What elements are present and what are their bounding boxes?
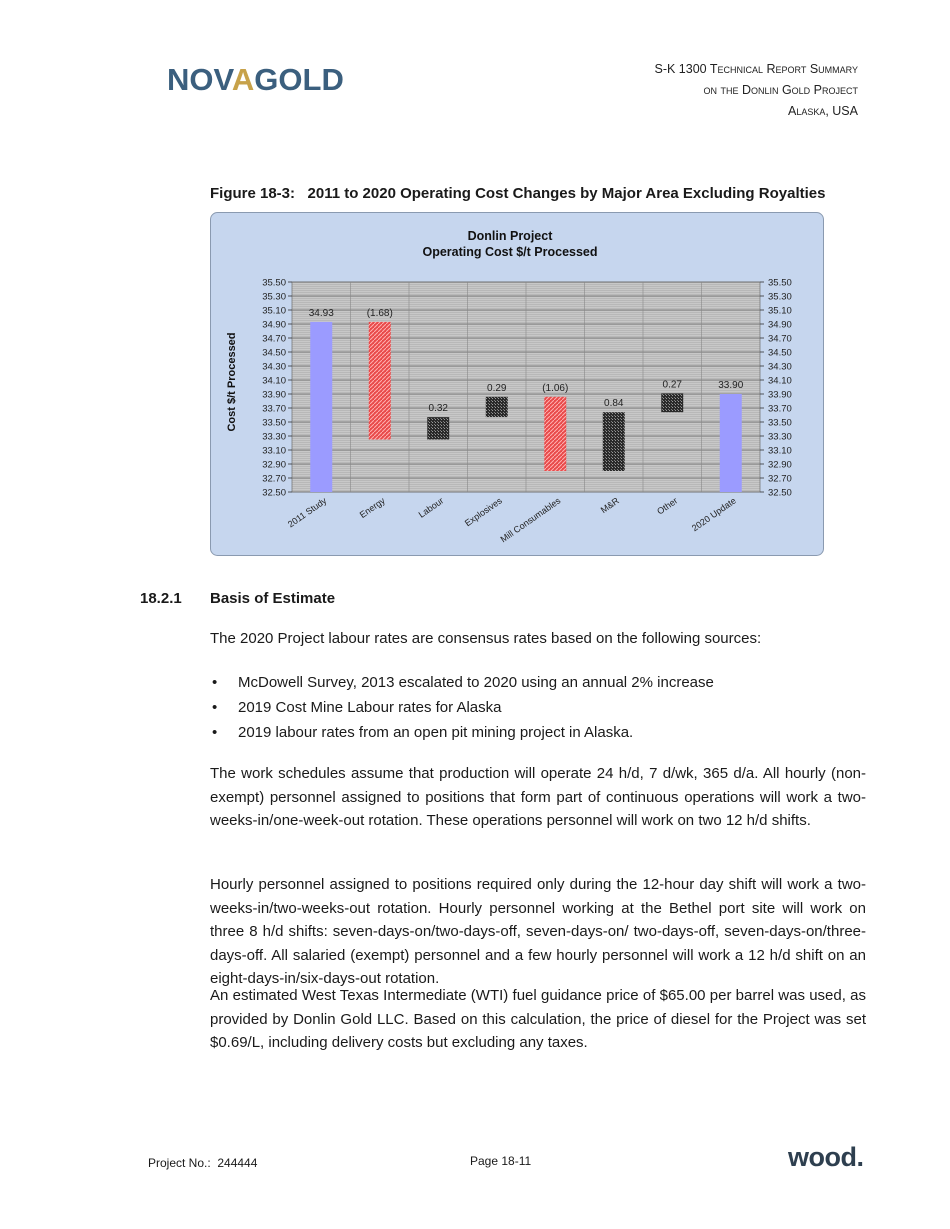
bar-total bbox=[310, 322, 332, 492]
y-tick-label-left: 35.30 bbox=[262, 291, 286, 303]
y-tick-label-right: 35.50 bbox=[768, 277, 792, 289]
y-tick-label-right: 32.50 bbox=[768, 487, 792, 499]
chart-title: Donlin Project bbox=[467, 229, 553, 243]
paragraph-hourly-personnel: Hourly personnel assigned to positions required only during the 12-hour day shift will work a two-weeks-in/two-weeks-out rotation. Hourly personnel working at the Bethel port site will work on three 8 h/d shifts: seven-days-on/two-days-off, seven-days-on/ two-days-off, seven-days-on/three-days-off. All salaried (exempt) personnel and a few hourly personnel will work a 12 h/d shift on an eight-days-in/six-days-out rotation. bbox=[210, 876, 866, 987]
y-tick-label-left: 32.90 bbox=[262, 459, 286, 471]
y-tick-label-right: 33.30 bbox=[768, 431, 792, 443]
y-tick-label-right: 34.30 bbox=[768, 361, 792, 373]
bar-value-label: (1.06) bbox=[542, 382, 569, 394]
paragraph-fuel-price: An estimated West Texas Intermediate (WTI) fuel guidance price of $65.00 per barrel was used, as provided by Donlin Gold LLC. Based on this calculation, the price of diesel for the Project was set $0.69/L, including delivery costs but excluding any taxes. bbox=[210, 987, 866, 1051]
x-category-label: 2011 Study bbox=[285, 495, 329, 530]
operating-cost-chart bbox=[210, 212, 824, 556]
y-tick-label-right: 32.70 bbox=[768, 473, 792, 485]
y-tick-label-right: 34.70 bbox=[768, 333, 792, 345]
y-tick-label-right: 33.10 bbox=[768, 445, 792, 457]
x-category-label: M&R bbox=[598, 495, 621, 516]
y-tick-label-left: 32.50 bbox=[262, 487, 286, 499]
y-tick-label-left: 35.50 bbox=[262, 277, 286, 289]
y-tick-label-right: 34.10 bbox=[768, 375, 792, 387]
report-title bbox=[655, 59, 859, 122]
x-category-label: Labour bbox=[416, 495, 446, 520]
list-item: • 2019 Cost Mine Labour rates for Alaska bbox=[210, 695, 866, 720]
y-tick-label-left: 34.90 bbox=[262, 319, 286, 331]
report-title-line2: on the Donlin Gold Project bbox=[703, 83, 858, 97]
bar-value-label: 0.27 bbox=[662, 379, 682, 391]
paragraph-work-schedules: The work schedules assume that production will operate 24 h/d, 7 d/wk, 365 d/a. All hourly (non-exempt) personnel assigned to positions that form part of continuous operations will work a two-weeks-in/one-week-out rotation. These operations personnel will work on two 12 h/d shifts. bbox=[210, 765, 866, 829]
x-category-label: Other bbox=[655, 495, 680, 517]
y-tick-label-right: 35.10 bbox=[768, 305, 792, 317]
list-item: • 2019 labour rates from an open pit mining project in Alaska. bbox=[210, 720, 866, 745]
bar-value-label: 0.29 bbox=[487, 382, 507, 394]
novagold-logo: NOVAGOLD bbox=[167, 62, 344, 97]
bar-value-label: (1.68) bbox=[366, 307, 393, 319]
wood-logo: wood. bbox=[788, 1142, 864, 1172]
section-title: Basis of Estimate bbox=[210, 590, 336, 607]
y-tick-label-right: 33.70 bbox=[768, 403, 792, 415]
y-tick-label-right: 34.50 bbox=[768, 347, 792, 359]
sources-list bbox=[210, 670, 866, 745]
y-tick-label-left: 33.50 bbox=[262, 417, 286, 429]
y-tick-label-right: 35.30 bbox=[768, 291, 792, 303]
y-tick-label-left: 35.10 bbox=[262, 305, 286, 317]
y-tick-label-right: 32.90 bbox=[768, 459, 792, 471]
x-category-label: Explosives bbox=[462, 495, 504, 529]
bar-value-label: 0.84 bbox=[604, 398, 624, 410]
bar-increase bbox=[603, 412, 625, 471]
bar-total bbox=[720, 394, 742, 492]
y-tick-label-left: 34.50 bbox=[262, 347, 286, 359]
y-tick-label-left: 34.10 bbox=[262, 375, 286, 387]
chart-subtitle: Operating Cost $/t Processed bbox=[422, 245, 598, 259]
y-tick-label-left: 33.10 bbox=[262, 445, 286, 457]
y-tick-label-left: 34.30 bbox=[262, 361, 286, 373]
y-tick-label-left: 32.70 bbox=[262, 473, 286, 485]
bar-decrease bbox=[544, 397, 566, 471]
y-tick-label-left: 33.70 bbox=[262, 403, 286, 415]
y-tick-label-right: 33.50 bbox=[768, 417, 792, 429]
y-axis-label: Cost $/t Processed bbox=[226, 332, 238, 432]
report-title-line1: S-K 1300 Technical Report Summary bbox=[654, 62, 858, 76]
y-tick-label-left: 34.70 bbox=[262, 333, 286, 345]
section-intro: The 2020 Project labour rates are consensus rates based on the following sources: bbox=[210, 630, 762, 647]
figure-caption: Figure 18-3: 2011 to 2020 Operating Cost Changes by Major Area Excluding Royalties bbox=[210, 185, 826, 202]
section-number: 18.2.1 bbox=[140, 590, 182, 607]
y-tick-label-left: 33.30 bbox=[262, 431, 286, 443]
footer-project-number: Project No.: 244444 bbox=[148, 1156, 258, 1170]
bar-increase bbox=[486, 397, 508, 417]
y-tick-label-right: 33.90 bbox=[768, 389, 792, 401]
footer-page-number: Page 18-11 bbox=[470, 1154, 532, 1168]
x-category-label: Mill Consumables bbox=[498, 495, 563, 545]
report-title-line3: Alaska, USA bbox=[787, 104, 858, 118]
bar-decrease bbox=[369, 322, 391, 440]
chart-svg bbox=[210, 212, 824, 556]
bar-value-label: 34.93 bbox=[308, 307, 334, 319]
bar-value-label: 33.90 bbox=[718, 380, 744, 391]
x-category-label: 2020 Update bbox=[689, 495, 738, 534]
x-category-label: Energy bbox=[357, 495, 387, 521]
list-item: • McDowell Survey, 2013 escalated to 2020 using an annual 2% increase bbox=[210, 670, 866, 695]
bar-increase bbox=[427, 417, 449, 439]
bar-increase bbox=[661, 393, 683, 412]
bar-value-label: 0.32 bbox=[428, 403, 448, 415]
y-tick-label-right: 34.90 bbox=[768, 319, 792, 331]
y-tick-label-left: 33.90 bbox=[262, 389, 286, 401]
